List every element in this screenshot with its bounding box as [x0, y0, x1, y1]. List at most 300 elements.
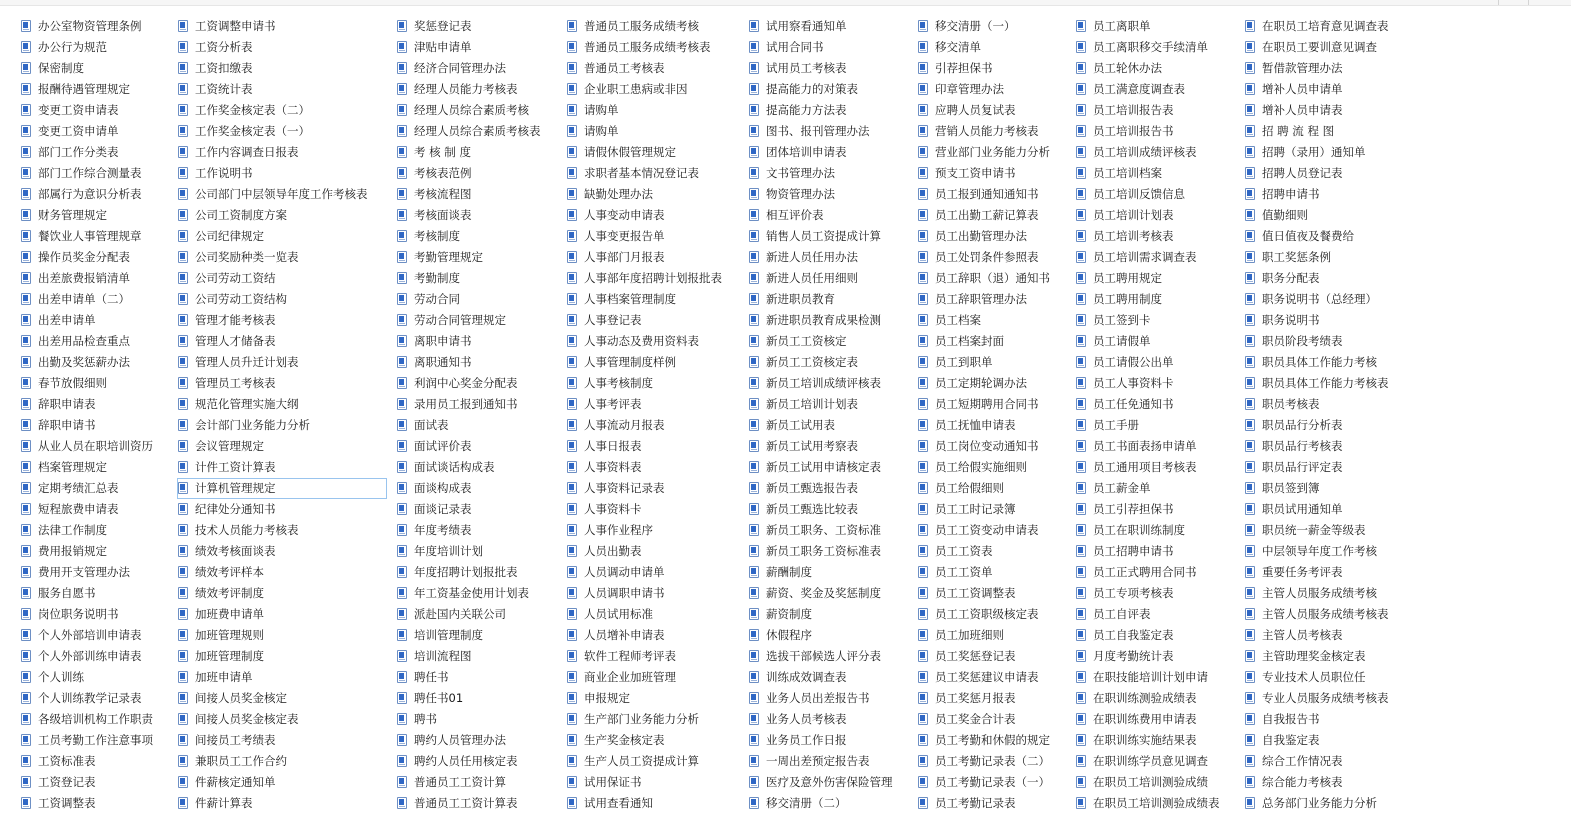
file-item[interactable]: [20, 352, 174, 373]
file-item[interactable]: [20, 58, 174, 79]
file-item[interactable]: [177, 562, 387, 583]
file-item[interactable]: [917, 79, 1069, 100]
file-item[interactable]: [566, 289, 740, 310]
file-item[interactable]: [1075, 163, 1239, 184]
file-item[interactable]: [566, 646, 740, 667]
file-item[interactable]: [396, 793, 556, 814]
file-item[interactable]: [1244, 688, 1406, 709]
file-item[interactable]: [1244, 730, 1406, 751]
file-item[interactable]: [20, 79, 174, 100]
file-item[interactable]: [177, 121, 387, 142]
file-item[interactable]: [748, 289, 910, 310]
file-item[interactable]: [20, 793, 174, 814]
file-item[interactable]: [1075, 541, 1239, 562]
file-item[interactable]: [748, 394, 910, 415]
file-item[interactable]: [1075, 646, 1239, 667]
file-item[interactable]: [917, 394, 1069, 415]
file-item[interactable]: [396, 268, 556, 289]
file-item[interactable]: [396, 709, 556, 730]
file-item[interactable]: [748, 772, 910, 793]
file-item[interactable]: [396, 142, 556, 163]
file-item[interactable]: [748, 730, 910, 751]
file-item[interactable]: [20, 205, 174, 226]
file-item[interactable]: [396, 352, 556, 373]
file-item[interactable]: [1075, 331, 1239, 352]
file-item[interactable]: [1075, 478, 1239, 499]
file-item[interactable]: [177, 520, 387, 541]
file-item[interactable]: [1075, 793, 1239, 814]
file-item[interactable]: [1075, 667, 1239, 688]
file-item[interactable]: [917, 352, 1069, 373]
file-item[interactable]: [1244, 562, 1406, 583]
file-item[interactable]: [917, 16, 1069, 37]
file-item[interactable]: [20, 268, 174, 289]
file-item[interactable]: [1244, 667, 1406, 688]
file-item[interactable]: [1244, 415, 1406, 436]
file-item[interactable]: [566, 352, 740, 373]
file-item[interactable]: [566, 373, 740, 394]
file-item[interactable]: [396, 331, 556, 352]
file-item[interactable]: [1075, 562, 1239, 583]
file-item[interactable]: [917, 142, 1069, 163]
file-item[interactable]: [1244, 226, 1406, 247]
file-item[interactable]: [566, 730, 740, 751]
file-item[interactable]: [566, 142, 740, 163]
file-item[interactable]: [1244, 583, 1406, 604]
file-item[interactable]: [1075, 310, 1239, 331]
file-item[interactable]: [20, 730, 174, 751]
file-item[interactable]: [20, 121, 174, 142]
file-item[interactable]: [177, 457, 387, 478]
file-item[interactable]: [566, 562, 740, 583]
file-item[interactable]: [1244, 457, 1406, 478]
file-item[interactable]: [396, 772, 556, 793]
file-item[interactable]: [917, 625, 1069, 646]
file-item[interactable]: [566, 310, 740, 331]
file-item[interactable]: [20, 499, 174, 520]
file-item[interactable]: [917, 163, 1069, 184]
file-item[interactable]: [1244, 16, 1406, 37]
file-item[interactable]: [917, 562, 1069, 583]
file-item[interactable]: [1075, 184, 1239, 205]
file-item[interactable]: [748, 415, 910, 436]
file-item[interactable]: [20, 751, 174, 772]
file-item[interactable]: [748, 247, 910, 268]
file-item[interactable]: [177, 394, 387, 415]
file-item[interactable]: [917, 709, 1069, 730]
file-item[interactable]: [566, 709, 740, 730]
file-item[interactable]: [396, 184, 556, 205]
file-item[interactable]: [396, 604, 556, 625]
file-item[interactable]: [1244, 751, 1406, 772]
file-item[interactable]: [917, 604, 1069, 625]
file-item[interactable]: [1244, 247, 1406, 268]
file-item[interactable]: [748, 457, 910, 478]
file-item[interactable]: [20, 16, 174, 37]
file-item[interactable]: [1244, 604, 1406, 625]
file-item[interactable]: [748, 142, 910, 163]
file-item[interactable]: [396, 121, 556, 142]
file-item[interactable]: [1244, 268, 1406, 289]
file-item[interactable]: [1075, 58, 1239, 79]
file-item[interactable]: [396, 394, 556, 415]
file-item[interactable]: [1244, 436, 1406, 457]
file-item[interactable]: [748, 583, 910, 604]
file-item[interactable]: [566, 163, 740, 184]
file-item[interactable]: [177, 37, 387, 58]
file-item[interactable]: [20, 289, 174, 310]
file-item-selected[interactable]: [177, 478, 387, 499]
file-item[interactable]: [396, 541, 556, 562]
file-item[interactable]: [566, 436, 740, 457]
file-item[interactable]: [20, 772, 174, 793]
file-item[interactable]: [1244, 625, 1406, 646]
file-item[interactable]: [1075, 520, 1239, 541]
file-item[interactable]: [20, 709, 174, 730]
file-item[interactable]: [748, 541, 910, 562]
file-item[interactable]: [177, 289, 387, 310]
file-item[interactable]: [917, 499, 1069, 520]
file-item[interactable]: [1244, 205, 1406, 226]
file-item[interactable]: [396, 310, 556, 331]
file-item[interactable]: [748, 478, 910, 499]
file-item[interactable]: [748, 604, 910, 625]
file-item[interactable]: [177, 646, 387, 667]
file-item[interactable]: [1075, 289, 1239, 310]
file-item[interactable]: [396, 457, 556, 478]
file-item[interactable]: [20, 310, 174, 331]
file-item[interactable]: [1244, 37, 1406, 58]
file-item[interactable]: [917, 751, 1069, 772]
file-item[interactable]: [20, 100, 174, 121]
file-item[interactable]: [177, 772, 387, 793]
file-item[interactable]: [177, 100, 387, 121]
file-item[interactable]: [917, 226, 1069, 247]
file-item[interactable]: [396, 163, 556, 184]
file-item[interactable]: [20, 583, 174, 604]
file-item[interactable]: [748, 184, 910, 205]
file-item[interactable]: [396, 79, 556, 100]
file-item[interactable]: [748, 16, 910, 37]
file-item[interactable]: [1244, 352, 1406, 373]
file-item[interactable]: [1075, 457, 1239, 478]
file-item[interactable]: [396, 625, 556, 646]
file-item[interactable]: [177, 604, 387, 625]
file-item[interactable]: [177, 310, 387, 331]
file-item[interactable]: [1244, 520, 1406, 541]
file-item[interactable]: [177, 709, 387, 730]
file-item[interactable]: [748, 499, 910, 520]
file-item[interactable]: [917, 478, 1069, 499]
file-item[interactable]: [748, 352, 910, 373]
file-item[interactable]: [917, 583, 1069, 604]
file-item[interactable]: [1244, 646, 1406, 667]
file-item[interactable]: [177, 331, 387, 352]
file-item[interactable]: [566, 457, 740, 478]
file-item[interactable]: [566, 499, 740, 520]
file-item[interactable]: [748, 100, 910, 121]
file-item[interactable]: [917, 772, 1069, 793]
file-item[interactable]: [917, 37, 1069, 58]
file-item[interactable]: [566, 16, 740, 37]
file-item[interactable]: [566, 205, 740, 226]
file-item[interactable]: [396, 436, 556, 457]
file-item[interactable]: [566, 625, 740, 646]
file-item[interactable]: [396, 289, 556, 310]
file-item[interactable]: [566, 331, 740, 352]
file-item[interactable]: [20, 37, 174, 58]
file-item[interactable]: [177, 667, 387, 688]
file-item[interactable]: [20, 415, 174, 436]
file-item[interactable]: [566, 226, 740, 247]
file-item[interactable]: [1075, 226, 1239, 247]
file-item[interactable]: [748, 79, 910, 100]
file-item[interactable]: [396, 520, 556, 541]
file-item[interactable]: [1075, 730, 1239, 751]
file-item[interactable]: [917, 373, 1069, 394]
file-item[interactable]: [396, 478, 556, 499]
file-item[interactable]: [396, 499, 556, 520]
file-item[interactable]: [917, 121, 1069, 142]
file-item[interactable]: [20, 142, 174, 163]
file-item[interactable]: [20, 541, 174, 562]
file-item[interactable]: [1075, 121, 1239, 142]
file-item[interactable]: [748, 163, 910, 184]
file-item[interactable]: [177, 625, 387, 646]
file-item[interactable]: [177, 541, 387, 562]
file-item[interactable]: [748, 625, 910, 646]
file-item[interactable]: [917, 667, 1069, 688]
file-item[interactable]: [20, 226, 174, 247]
file-item[interactable]: [917, 184, 1069, 205]
file-item[interactable]: [396, 730, 556, 751]
file-item[interactable]: [177, 352, 387, 373]
file-item[interactable]: [1075, 247, 1239, 268]
file-item[interactable]: [177, 247, 387, 268]
file-item[interactable]: [1075, 142, 1239, 163]
file-item[interactable]: [566, 751, 740, 772]
file-item[interactable]: [177, 793, 387, 814]
file-item[interactable]: [566, 667, 740, 688]
file-item[interactable]: [177, 499, 387, 520]
file-item[interactable]: [1244, 394, 1406, 415]
file-item[interactable]: [566, 604, 740, 625]
file-item[interactable]: [1075, 604, 1239, 625]
file-item[interactable]: [917, 646, 1069, 667]
file-item[interactable]: [20, 625, 174, 646]
file-item[interactable]: [917, 436, 1069, 457]
file-item[interactable]: [748, 436, 910, 457]
file-item[interactable]: [177, 373, 387, 394]
file-item[interactable]: [1244, 331, 1406, 352]
file-item[interactable]: [917, 415, 1069, 436]
file-item[interactable]: [566, 520, 740, 541]
file-item[interactable]: [1244, 793, 1406, 814]
file-item[interactable]: [177, 58, 387, 79]
file-item[interactable]: [1244, 142, 1406, 163]
file-item[interactable]: [1075, 625, 1239, 646]
file-item[interactable]: [20, 394, 174, 415]
file-item[interactable]: [748, 646, 910, 667]
file-item[interactable]: [1075, 79, 1239, 100]
file-item[interactable]: [917, 331, 1069, 352]
file-item[interactable]: [396, 58, 556, 79]
file-item[interactable]: [748, 709, 910, 730]
file-item[interactable]: [748, 688, 910, 709]
file-item[interactable]: [1244, 100, 1406, 121]
file-item[interactable]: [20, 478, 174, 499]
file-item[interactable]: [396, 688, 556, 709]
file-item[interactable]: [1075, 373, 1239, 394]
file-item[interactable]: [177, 184, 387, 205]
file-item[interactable]: [1075, 709, 1239, 730]
file-item[interactable]: [177, 688, 387, 709]
file-item[interactable]: [1075, 352, 1239, 373]
file-item[interactable]: [1075, 415, 1239, 436]
file-item[interactable]: [566, 79, 740, 100]
file-item[interactable]: [1244, 58, 1406, 79]
file-item[interactable]: [748, 37, 910, 58]
file-item[interactable]: [1244, 541, 1406, 562]
file-item[interactable]: [748, 793, 910, 814]
file-item[interactable]: [396, 100, 556, 121]
file-item[interactable]: [1075, 100, 1239, 121]
file-item[interactable]: [20, 247, 174, 268]
file-item[interactable]: [566, 688, 740, 709]
file-item[interactable]: [748, 331, 910, 352]
file-item[interactable]: [748, 58, 910, 79]
file-item[interactable]: [917, 730, 1069, 751]
file-item[interactable]: [20, 667, 174, 688]
file-item[interactable]: [177, 751, 387, 772]
file-item[interactable]: [396, 205, 556, 226]
file-item[interactable]: [396, 16, 556, 37]
file-item[interactable]: [566, 100, 740, 121]
file-item[interactable]: [177, 205, 387, 226]
file-item[interactable]: [566, 394, 740, 415]
file-item[interactable]: [1075, 688, 1239, 709]
file-item[interactable]: [566, 58, 740, 79]
file-item[interactable]: [566, 772, 740, 793]
file-item[interactable]: [1244, 478, 1406, 499]
file-item[interactable]: [396, 415, 556, 436]
file-item[interactable]: [1075, 772, 1239, 793]
file-item[interactable]: [566, 478, 740, 499]
file-item[interactable]: [1244, 310, 1406, 331]
file-item[interactable]: [177, 16, 387, 37]
file-item[interactable]: [748, 226, 910, 247]
file-item[interactable]: [20, 457, 174, 478]
file-item[interactable]: [566, 184, 740, 205]
file-item[interactable]: [748, 520, 910, 541]
file-item[interactable]: [1244, 499, 1406, 520]
file-item[interactable]: [20, 184, 174, 205]
file-item[interactable]: [1244, 772, 1406, 793]
file-item[interactable]: [917, 457, 1069, 478]
file-item[interactable]: [1075, 37, 1239, 58]
file-item[interactable]: [1075, 16, 1239, 37]
file-item[interactable]: [177, 436, 387, 457]
file-item[interactable]: [917, 520, 1069, 541]
file-item[interactable]: [566, 415, 740, 436]
file-item[interactable]: [1075, 205, 1239, 226]
file-item[interactable]: [917, 100, 1069, 121]
file-item[interactable]: [396, 562, 556, 583]
file-item[interactable]: [396, 667, 556, 688]
file-item[interactable]: [20, 688, 174, 709]
file-item[interactable]: [1244, 163, 1406, 184]
file-item[interactable]: [1075, 394, 1239, 415]
file-item[interactable]: [748, 205, 910, 226]
file-item[interactable]: [1244, 121, 1406, 142]
file-item[interactable]: [20, 520, 174, 541]
file-item[interactable]: [566, 37, 740, 58]
file-item[interactable]: [1244, 289, 1406, 310]
file-item[interactable]: [177, 226, 387, 247]
file-item[interactable]: [1075, 583, 1239, 604]
file-item[interactable]: [566, 793, 740, 814]
file-item[interactable]: [566, 121, 740, 142]
file-item[interactable]: [1075, 268, 1239, 289]
file-item[interactable]: [748, 268, 910, 289]
file-item[interactable]: [917, 688, 1069, 709]
file-item[interactable]: [177, 415, 387, 436]
file-item[interactable]: [566, 583, 740, 604]
file-item[interactable]: [177, 268, 387, 289]
file-item[interactable]: [20, 331, 174, 352]
file-item[interactable]: [566, 541, 740, 562]
file-item[interactable]: [917, 247, 1069, 268]
file-item[interactable]: [748, 751, 910, 772]
file-item[interactable]: [1244, 79, 1406, 100]
file-item[interactable]: [1075, 499, 1239, 520]
file-item[interactable]: [566, 268, 740, 289]
file-item[interactable]: [566, 247, 740, 268]
file-item[interactable]: [917, 205, 1069, 226]
file-item[interactable]: [917, 310, 1069, 331]
file-item[interactable]: [917, 268, 1069, 289]
file-item[interactable]: [20, 562, 174, 583]
file-item[interactable]: [917, 793, 1069, 814]
file-item[interactable]: [917, 289, 1069, 310]
file-item[interactable]: [1244, 184, 1406, 205]
file-item[interactable]: [396, 37, 556, 58]
file-item[interactable]: [177, 730, 387, 751]
file-item[interactable]: [396, 247, 556, 268]
file-item[interactable]: [748, 667, 910, 688]
file-item[interactable]: [917, 541, 1069, 562]
file-item[interactable]: [1075, 436, 1239, 457]
file-item[interactable]: [748, 373, 910, 394]
file-item[interactable]: [396, 583, 556, 604]
file-item[interactable]: [20, 604, 174, 625]
file-item[interactable]: [1075, 751, 1239, 772]
file-item[interactable]: [20, 436, 174, 457]
file-item[interactable]: [20, 373, 174, 394]
file-item[interactable]: [396, 646, 556, 667]
file-item[interactable]: [396, 751, 556, 772]
file-item[interactable]: [177, 583, 387, 604]
file-item[interactable]: [177, 163, 387, 184]
file-item[interactable]: [177, 142, 387, 163]
file-item[interactable]: [748, 121, 910, 142]
file-item[interactable]: [396, 226, 556, 247]
file-item[interactable]: [396, 373, 556, 394]
file-item[interactable]: [917, 58, 1069, 79]
file-item[interactable]: [748, 562, 910, 583]
file-item[interactable]: [20, 646, 174, 667]
file-item[interactable]: [20, 163, 174, 184]
